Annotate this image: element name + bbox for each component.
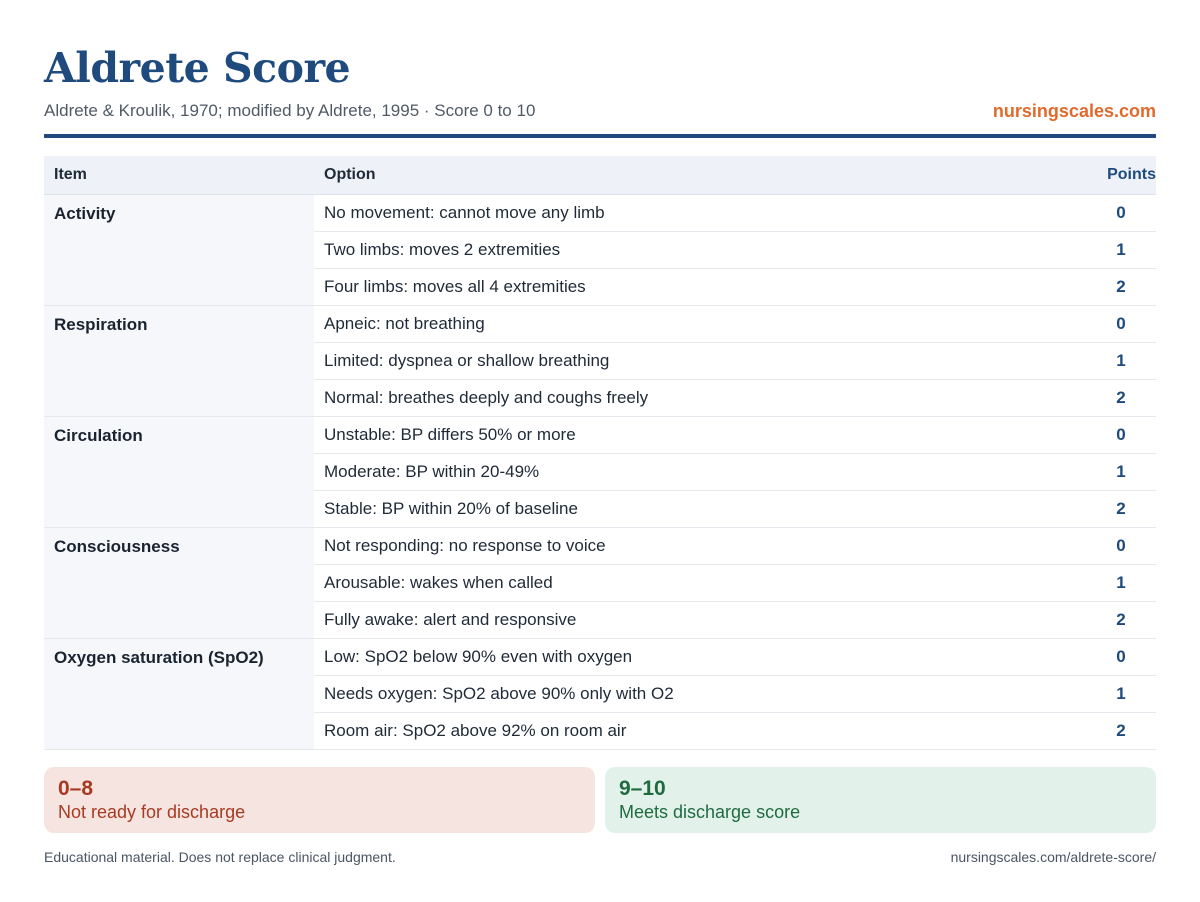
option-cell: Normal: breathes deeply and coughs freely (314, 379, 1066, 416)
points-cell: 2 (1066, 601, 1156, 638)
table-row (44, 194, 1156, 231)
column-header-item: Item (44, 156, 314, 194)
option-cell: Fully awake: alert and responsive (314, 601, 1066, 638)
points-cell: 2 (1066, 490, 1156, 527)
page-title: Aldrete Score (44, 44, 351, 92)
points-cell: 0 (1066, 638, 1156, 675)
option-cell: Low: SpO2 below 90% even with oxygen (314, 638, 1066, 675)
footer-disclaimer: Educational material. Does not replace clinical judgment. (44, 849, 396, 865)
option-cell: Needs oxygen: SpO2 above 90% only with O2 (314, 675, 1066, 712)
points-cell: 2 (1066, 712, 1156, 749)
table-row (44, 416, 1156, 453)
option-cell: Room air: SpO2 above 92% on room air (314, 712, 1066, 749)
interpretation-bands (44, 767, 1156, 833)
column-header-option: Option (314, 156, 1066, 194)
option-cell: Stable: BP within 20% of baseline (314, 490, 1066, 527)
option-cell: Two limbs: moves 2 extremities (314, 231, 1066, 268)
table-row (44, 527, 1156, 564)
points-cell: 1 (1066, 342, 1156, 379)
footer-url-link[interactable]: nursingscales.com/aldrete-score/ (950, 849, 1156, 865)
option-cell: Limited: dyspnea or shallow breathing (314, 342, 1066, 379)
option-cell: Not responding: no response to voice (314, 527, 1066, 564)
band-range: 9–10 (619, 777, 666, 800)
option-cell: No movement: cannot move any limb (314, 194, 1066, 231)
band-label: Meets discharge score (619, 802, 801, 822)
points-cell: 1 (1066, 453, 1156, 490)
band-discharge-ready (605, 767, 1156, 833)
points-cell: 2 (1066, 379, 1156, 416)
item-cell-consciousness: Consciousness (44, 527, 314, 638)
item-cell-respiration: Respiration (44, 305, 314, 416)
option-cell: Apneic: not breathing (314, 305, 1066, 342)
points-cell: 0 (1066, 527, 1156, 564)
page-subtitle: Aldrete & Kroulik, 1970; modified by Aldrete, 1995 · Score 0 to 10 (44, 101, 536, 120)
points-cell: 0 (1066, 416, 1156, 453)
table-row (44, 305, 1156, 342)
table-header-row (44, 156, 1156, 194)
option-cell: Arousable: wakes when called (314, 564, 1066, 601)
band-label: Not ready for discharge (58, 802, 246, 822)
band-not-ready (44, 767, 595, 833)
option-cell: Four limbs: moves all 4 extremities (314, 268, 1066, 305)
table-row (44, 638, 1156, 675)
brand-link[interactable]: nursingscales.com (992, 101, 1156, 121)
points-cell: 1 (1066, 564, 1156, 601)
column-header-points: Points (1066, 156, 1156, 194)
points-cell: 1 (1066, 675, 1156, 712)
item-cell-oxygen-saturation: Oxygen saturation (SpO2) (44, 638, 314, 749)
item-cell-activity: Activity (44, 194, 314, 305)
option-cell: Moderate: BP within 20-49% (314, 453, 1066, 490)
band-range: 0–8 (58, 777, 94, 800)
header-divider (44, 134, 1156, 138)
points-cell: 0 (1066, 305, 1156, 342)
score-table (44, 156, 1156, 750)
points-cell: 0 (1066, 194, 1156, 231)
item-cell-circulation: Circulation (44, 416, 314, 527)
points-cell: 2 (1066, 268, 1156, 305)
option-cell: Unstable: BP differs 50% or more (314, 416, 1066, 453)
points-cell: 1 (1066, 231, 1156, 268)
